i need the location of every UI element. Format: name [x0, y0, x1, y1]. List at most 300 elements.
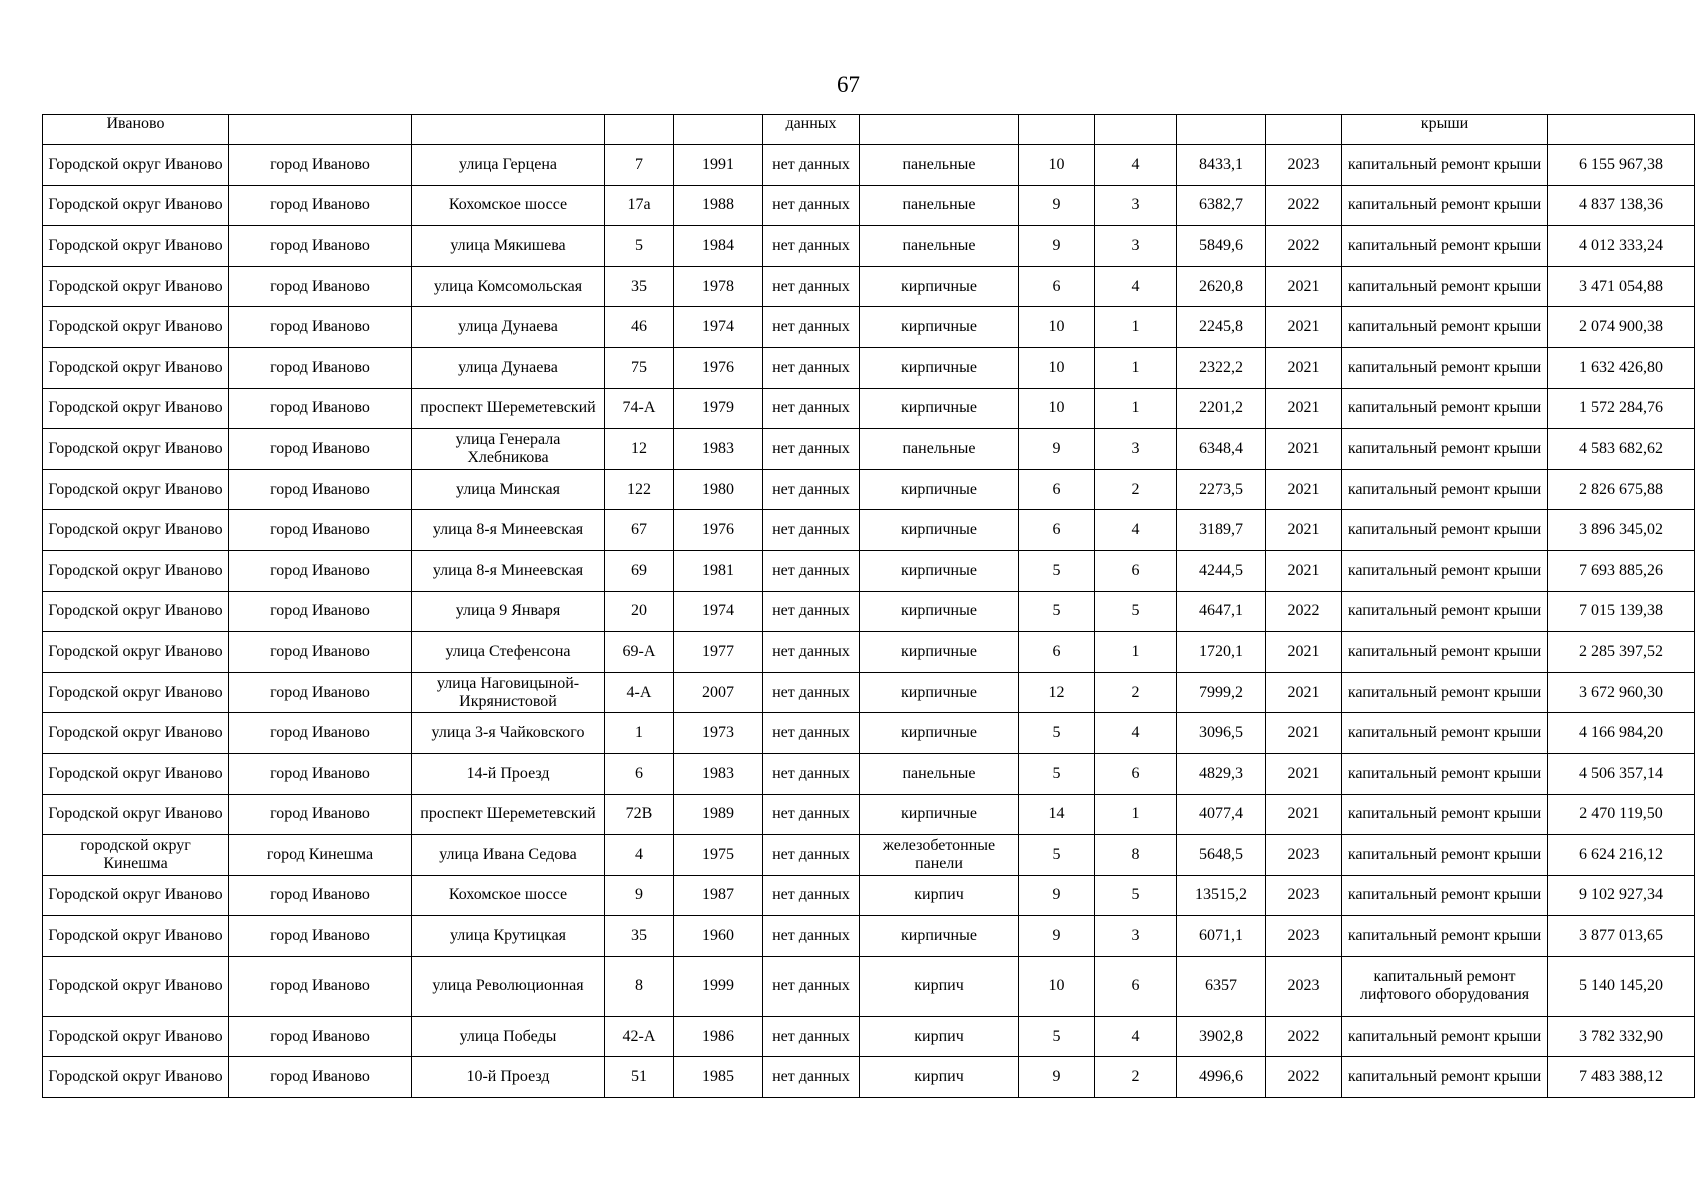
cell-planned-year: 2021: [1266, 388, 1342, 429]
table-row: [43, 307, 1695, 348]
cell-street: улица 8-я Минеевская: [412, 550, 605, 591]
cell-year-built: 1978: [674, 266, 763, 307]
cell-floors: 6: [1019, 266, 1095, 307]
cell-cost: 5 140 145,20: [1548, 956, 1695, 1016]
cell-cost: 2 285 397,52: [1548, 632, 1695, 673]
cell-entrances: 8: [1095, 835, 1177, 876]
cell-settlement: город Иваново: [229, 145, 412, 186]
cell-settlement: город Иваново: [229, 388, 412, 429]
cell-floors: 10: [1019, 388, 1095, 429]
cell-year-built: 1976: [674, 347, 763, 388]
cell-area: 8433,1: [1177, 145, 1266, 186]
cell-area: 6348,4: [1177, 429, 1266, 470]
table-row: [43, 510, 1695, 551]
cell-settlement: город Иваново: [229, 185, 412, 226]
cell-settlement: город Иваново: [229, 266, 412, 307]
cell-planned-year: 2021: [1266, 266, 1342, 307]
cell-planned-year: 2021: [1266, 753, 1342, 794]
table-row: [43, 713, 1695, 754]
cell-house: 12: [605, 429, 674, 470]
cell-settlement: город Иваново: [229, 510, 412, 551]
cell-wall-material: панельные: [860, 753, 1019, 794]
table-row: [43, 956, 1695, 1016]
cell-work-type: капитальный ремонт крыши: [1342, 916, 1548, 957]
cell-house: 1: [605, 713, 674, 754]
cell-year-repair: нет данных: [763, 835, 860, 876]
cell-year-repair: нет данных: [763, 550, 860, 591]
cell-area: 5849,6: [1177, 226, 1266, 267]
cell-entrances: 4: [1095, 266, 1177, 307]
cell-work-type: капитальный ремонт крыши: [1342, 266, 1548, 307]
cell-cost: 3 896 345,02: [1548, 510, 1695, 551]
cell-street: улица 3-я Чайковского: [412, 713, 605, 754]
cell-cost: 4 506 357,14: [1548, 753, 1695, 794]
cell-planned-year: 2023: [1266, 875, 1342, 916]
cell-house: 8: [605, 956, 674, 1016]
cell-area: 4829,3: [1177, 753, 1266, 794]
cell-house: [605, 115, 674, 145]
cell-house: 42-А: [605, 1016, 674, 1057]
cell-settlement: город Иваново: [229, 875, 412, 916]
cell-house: 51: [605, 1057, 674, 1098]
cell-entrances: [1095, 115, 1177, 145]
cell-house: 122: [605, 469, 674, 510]
cell-floors: 5: [1019, 550, 1095, 591]
cell-year-built: 1981: [674, 550, 763, 591]
cell-planned-year: 2022: [1266, 1016, 1342, 1057]
cell-house: 69: [605, 550, 674, 591]
cell-house: 75: [605, 347, 674, 388]
cell-entrances: 3: [1095, 226, 1177, 267]
page-number: 67: [837, 72, 860, 97]
cell-year-built: [674, 115, 763, 145]
cell-wall-material: кирпичные: [860, 469, 1019, 510]
cell-planned-year: 2021: [1266, 510, 1342, 551]
table-row: [43, 469, 1695, 510]
cell-wall-material: кирпич: [860, 1016, 1019, 1057]
cell-entrances: 4: [1095, 713, 1177, 754]
cell-municipality: Городской округ Иваново: [43, 956, 229, 1016]
cell-settlement: город Иваново: [229, 794, 412, 835]
cell-year-repair: нет данных: [763, 672, 860, 713]
cell-wall-material: [860, 115, 1019, 145]
cell-cost: 2 470 119,50: [1548, 794, 1695, 835]
cell-area: 4244,5: [1177, 550, 1266, 591]
cell-house: 46: [605, 307, 674, 348]
cell-cost: [1548, 115, 1695, 145]
cell-year-built: 1976: [674, 510, 763, 551]
cell-wall-material: кирпичные: [860, 632, 1019, 673]
cell-street: Кохомское шоссе: [412, 185, 605, 226]
cell-year-repair: нет данных: [763, 469, 860, 510]
cell-street: улица Дунаева: [412, 307, 605, 348]
cell-wall-material: панельные: [860, 226, 1019, 267]
cell-wall-material: кирпичные: [860, 794, 1019, 835]
cell-planned-year: 2022: [1266, 226, 1342, 267]
cell-work-type: крыши: [1342, 115, 1548, 145]
cell-cost: 7 483 388,12: [1548, 1057, 1695, 1098]
cell-area: 6382,7: [1177, 185, 1266, 226]
cell-wall-material: кирпич: [860, 875, 1019, 916]
cell-floors: 9: [1019, 875, 1095, 916]
cell-street: улица 9 Января: [412, 591, 605, 632]
cell-street: Кохомское шоссе: [412, 875, 605, 916]
cell-settlement: город Иваново: [229, 672, 412, 713]
table-row: [43, 185, 1695, 226]
cell-entrances: 3: [1095, 429, 1177, 470]
cell-street: улица Наговицыной-Икрянистовой: [412, 672, 605, 713]
cell-entrances: 5: [1095, 591, 1177, 632]
table-row: [43, 1057, 1695, 1098]
cell-floors: 9: [1019, 1057, 1095, 1098]
cell-planned-year: 2021: [1266, 794, 1342, 835]
cell-floors: 6: [1019, 510, 1095, 551]
cell-settlement: город Иваново: [229, 550, 412, 591]
cell-house: 67: [605, 510, 674, 551]
cell-municipality: Городской округ Иваново: [43, 266, 229, 307]
cell-entrances: 6: [1095, 550, 1177, 591]
cell-floors: 10: [1019, 145, 1095, 186]
cell-floors: 10: [1019, 347, 1095, 388]
cell-area: 2620,8: [1177, 266, 1266, 307]
cell-street: улица Дунаева: [412, 347, 605, 388]
cell-area: 13515,2: [1177, 875, 1266, 916]
cell-floors: 9: [1019, 226, 1095, 267]
cell-cost: 7 015 139,38: [1548, 591, 1695, 632]
table-row: [43, 794, 1695, 835]
cell-area: 7999,2: [1177, 672, 1266, 713]
cell-floors: 5: [1019, 835, 1095, 876]
cell-wall-material: кирпичные: [860, 550, 1019, 591]
cell-area: 2273,5: [1177, 469, 1266, 510]
cell-cost: 6 155 967,38: [1548, 145, 1695, 186]
cell-planned-year: 2021: [1266, 307, 1342, 348]
cell-planned-year: 2021: [1266, 550, 1342, 591]
cell-work-type: капитальный ремонт лифтового оборудования: [1342, 956, 1548, 1016]
cell-settlement: город Кинешма: [229, 835, 412, 876]
cell-planned-year: 2021: [1266, 632, 1342, 673]
cell-work-type: капитальный ремонт крыши: [1342, 835, 1548, 876]
cell-wall-material: кирпич: [860, 956, 1019, 1016]
cell-year-repair: нет данных: [763, 145, 860, 186]
table-row: [43, 875, 1695, 916]
cell-floors: 9: [1019, 916, 1095, 957]
cell-municipality: Иваново: [43, 115, 229, 145]
cell-cost: 3 877 013,65: [1548, 916, 1695, 957]
cell-year-built: 1985: [674, 1057, 763, 1098]
cell-floors: 10: [1019, 307, 1095, 348]
cell-cost: 1 572 284,76: [1548, 388, 1695, 429]
cell-planned-year: 2022: [1266, 591, 1342, 632]
cell-entrances: 4: [1095, 145, 1177, 186]
table-body: [43, 115, 1695, 1098]
cell-settlement: [229, 115, 412, 145]
cell-area: 2201,2: [1177, 388, 1266, 429]
cell-cost: 6 624 216,12: [1548, 835, 1695, 876]
cell-cost: 4 837 138,36: [1548, 185, 1695, 226]
cell-floors: 5: [1019, 713, 1095, 754]
cell-planned-year: 2023: [1266, 835, 1342, 876]
cell-street: улица Мякишева: [412, 226, 605, 267]
table-row: [43, 1016, 1695, 1057]
cell-year-repair: нет данных: [763, 632, 860, 673]
cell-year-built: 1999: [674, 956, 763, 1016]
cell-wall-material: кирпичные: [860, 307, 1019, 348]
cell-year-repair: нет данных: [763, 794, 860, 835]
cell-planned-year: 2023: [1266, 956, 1342, 1016]
cell-street: 14-й Проезд: [412, 753, 605, 794]
cell-work-type: капитальный ремонт крыши: [1342, 1016, 1548, 1057]
cell-work-type: капитальный ремонт крыши: [1342, 591, 1548, 632]
cell-municipality: Городской округ Иваново: [43, 429, 229, 470]
cell-area: 4077,4: [1177, 794, 1266, 835]
table-row: [43, 591, 1695, 632]
cell-area: 2322,2: [1177, 347, 1266, 388]
cell-work-type: капитальный ремонт крыши: [1342, 1057, 1548, 1098]
cell-municipality: Городской округ Иваново: [43, 672, 229, 713]
cell-year-built: 1986: [674, 1016, 763, 1057]
cell-street: улица Революционная: [412, 956, 605, 1016]
cell-work-type: капитальный ремонт крыши: [1342, 307, 1548, 348]
cell-area: 3189,7: [1177, 510, 1266, 551]
cell-municipality: Городской округ Иваново: [43, 145, 229, 186]
cell-year-repair: нет данных: [763, 266, 860, 307]
cell-municipality: Городской округ Иваново: [43, 916, 229, 957]
cell-work-type: капитальный ремонт крыши: [1342, 672, 1548, 713]
cell-work-type: капитальный ремонт крыши: [1342, 145, 1548, 186]
cell-street: улица Ивана Седова: [412, 835, 605, 876]
cell-year-built: 1960: [674, 916, 763, 957]
cell-entrances: 4: [1095, 1016, 1177, 1057]
cell-cost: 3 471 054,88: [1548, 266, 1695, 307]
table-row: [43, 226, 1695, 267]
cell-year-repair: нет данных: [763, 388, 860, 429]
cell-area: 4647,1: [1177, 591, 1266, 632]
cell-year-repair: нет данных: [763, 956, 860, 1016]
cell-year-repair: нет данных: [763, 1016, 860, 1057]
cell-wall-material: кирпичные: [860, 916, 1019, 957]
cell-entrances: 1: [1095, 307, 1177, 348]
cell-area: [1177, 115, 1266, 145]
cell-cost: 4 166 984,20: [1548, 713, 1695, 754]
cell-work-type: капитальный ремонт крыши: [1342, 713, 1548, 754]
cell-planned-year: 2021: [1266, 672, 1342, 713]
cell-year-repair: нет данных: [763, 185, 860, 226]
cell-municipality: Городской округ Иваново: [43, 185, 229, 226]
cell-cost: 2 074 900,38: [1548, 307, 1695, 348]
cell-municipality: Городской округ Иваново: [43, 753, 229, 794]
cell-planned-year: 2021: [1266, 713, 1342, 754]
cell-municipality: Городской округ Иваново: [43, 713, 229, 754]
cell-year-repair: нет данных: [763, 307, 860, 348]
cell-floors: 14: [1019, 794, 1095, 835]
cell-street: улица Минская: [412, 469, 605, 510]
cell-area: 5648,5: [1177, 835, 1266, 876]
cell-house: 6: [605, 753, 674, 794]
cell-year-built: 1973: [674, 713, 763, 754]
table-row: [43, 145, 1695, 186]
cell-house: 7: [605, 145, 674, 186]
cell-area: 6357: [1177, 956, 1266, 1016]
cell-wall-material: железобетонные панели: [860, 835, 1019, 876]
table-row: [43, 672, 1695, 713]
cell-municipality: Городской округ Иваново: [43, 794, 229, 835]
cell-house: 4: [605, 835, 674, 876]
table-row: [43, 632, 1695, 673]
cell-cost: 3 672 960,30: [1548, 672, 1695, 713]
cell-floors: [1019, 115, 1095, 145]
cell-street: улица 8-я Минеевская: [412, 510, 605, 551]
cell-area: 4996,6: [1177, 1057, 1266, 1098]
cell-house: 4-А: [605, 672, 674, 713]
housing-repair-table: [42, 114, 1695, 1098]
cell-entrances: 3: [1095, 916, 1177, 957]
cell-municipality: Городской округ Иваново: [43, 591, 229, 632]
cell-work-type: капитальный ремонт крыши: [1342, 794, 1548, 835]
cell-area: 1720,1: [1177, 632, 1266, 673]
cell-work-type: капитальный ремонт крыши: [1342, 226, 1548, 267]
cell-street: улица Комсомольская: [412, 266, 605, 307]
cell-area: 2245,8: [1177, 307, 1266, 348]
cell-house: 35: [605, 266, 674, 307]
cell-year-repair: нет данных: [763, 875, 860, 916]
cell-work-type: капитальный ремонт крыши: [1342, 429, 1548, 470]
cell-settlement: город Иваново: [229, 307, 412, 348]
cell-street: улица Крутицкая: [412, 916, 605, 957]
cell-work-type: капитальный ремонт крыши: [1342, 347, 1548, 388]
cell-wall-material: кирпич: [860, 1057, 1019, 1098]
cell-wall-material: кирпичные: [860, 672, 1019, 713]
cell-entrances: 4: [1095, 510, 1177, 551]
table-row: [43, 266, 1695, 307]
cell-entrances: 5: [1095, 875, 1177, 916]
cell-street: улица Победы: [412, 1016, 605, 1057]
cell-house: 35: [605, 916, 674, 957]
cell-entrances: 1: [1095, 388, 1177, 429]
cell-year-repair: нет данных: [763, 753, 860, 794]
cell-year-repair: нет данных: [763, 429, 860, 470]
cell-settlement: город Иваново: [229, 956, 412, 1016]
cell-year-built: 1974: [674, 307, 763, 348]
continuation-row: [43, 115, 1695, 145]
cell-wall-material: кирпичные: [860, 347, 1019, 388]
cell-year-repair: нет данных: [763, 1057, 860, 1098]
cell-wall-material: кирпичные: [860, 591, 1019, 632]
cell-house: 74-А: [605, 388, 674, 429]
cell-wall-material: панельные: [860, 429, 1019, 470]
cell-work-type: капитальный ремонт крыши: [1342, 388, 1548, 429]
cell-house: 72В: [605, 794, 674, 835]
cell-floors: 5: [1019, 753, 1095, 794]
cell-planned-year: 2022: [1266, 1057, 1342, 1098]
cell-year-repair: нет данных: [763, 713, 860, 754]
cell-work-type: капитальный ремонт крыши: [1342, 753, 1548, 794]
cell-municipality: Городской округ Иваново: [43, 550, 229, 591]
cell-municipality: Городской округ Иваново: [43, 632, 229, 673]
cell-street: [412, 115, 605, 145]
cell-municipality: Городской округ Иваново: [43, 388, 229, 429]
cell-house: 69-А: [605, 632, 674, 673]
cell-entrances: 1: [1095, 794, 1177, 835]
cell-wall-material: панельные: [860, 145, 1019, 186]
cell-settlement: город Иваново: [229, 713, 412, 754]
cell-work-type: капитальный ремонт крыши: [1342, 510, 1548, 551]
cell-settlement: город Иваново: [229, 469, 412, 510]
cell-entrances: 2: [1095, 469, 1177, 510]
table-row: [43, 753, 1695, 794]
cell-street: улица Стефенсона: [412, 632, 605, 673]
cell-planned-year: 2023: [1266, 145, 1342, 186]
cell-house: 20: [605, 591, 674, 632]
cell-entrances: 1: [1095, 347, 1177, 388]
cell-cost: 4 583 682,62: [1548, 429, 1695, 470]
cell-planned-year: [1266, 115, 1342, 145]
cell-work-type: капитальный ремонт крыши: [1342, 632, 1548, 673]
cell-house: 9: [605, 875, 674, 916]
cell-entrances: 3: [1095, 185, 1177, 226]
cell-year-built: 1983: [674, 429, 763, 470]
cell-year-built: 1977: [674, 632, 763, 673]
cell-cost: 1 632 426,80: [1548, 347, 1695, 388]
cell-year-repair: нет данных: [763, 347, 860, 388]
cell-municipality: Городской округ Иваново: [43, 307, 229, 348]
cell-year-repair: нет данных: [763, 510, 860, 551]
cell-planned-year: 2022: [1266, 185, 1342, 226]
cell-settlement: город Иваново: [229, 591, 412, 632]
cell-floors: 12: [1019, 672, 1095, 713]
cell-municipality: Городской округ Иваново: [43, 226, 229, 267]
table-row: [43, 550, 1695, 591]
cell-area: 3096,5: [1177, 713, 1266, 754]
table-row: [43, 835, 1695, 876]
cell-municipality: Городской округ Иваново: [43, 875, 229, 916]
cell-street: 10-й Проезд: [412, 1057, 605, 1098]
cell-entrances: 6: [1095, 956, 1177, 1016]
cell-municipality: Городской округ Иваново: [43, 510, 229, 551]
cell-year-built: 1984: [674, 226, 763, 267]
cell-floors: 10: [1019, 956, 1095, 1016]
cell-year-repair: нет данных: [763, 916, 860, 957]
cell-year-built: 1987: [674, 875, 763, 916]
cell-street: улица Герцена: [412, 145, 605, 186]
cell-year-built: 1991: [674, 145, 763, 186]
cell-year-built: 2007: [674, 672, 763, 713]
cell-entrances: 1: [1095, 632, 1177, 673]
table-row: [43, 388, 1695, 429]
cell-year-built: 1975: [674, 835, 763, 876]
cell-work-type: капитальный ремонт крыши: [1342, 550, 1548, 591]
cell-entrances: 2: [1095, 1057, 1177, 1098]
cell-settlement: город Иваново: [229, 347, 412, 388]
cell-planned-year: 2021: [1266, 469, 1342, 510]
cell-street: проспект Шереметевский: [412, 794, 605, 835]
cell-work-type: капитальный ремонт крыши: [1342, 875, 1548, 916]
cell-year-built: 1980: [674, 469, 763, 510]
cell-floors: 6: [1019, 632, 1095, 673]
cell-house: 5: [605, 226, 674, 267]
cell-house: 17а: [605, 185, 674, 226]
cell-year-built: 1983: [674, 753, 763, 794]
cell-municipality: Городской округ Иваново: [43, 1057, 229, 1098]
table-row: [43, 916, 1695, 957]
cell-settlement: город Иваново: [229, 1057, 412, 1098]
cell-wall-material: кирпичные: [860, 510, 1019, 551]
cell-wall-material: панельные: [860, 185, 1019, 226]
cell-settlement: город Иваново: [229, 916, 412, 957]
cell-cost: 4 012 333,24: [1548, 226, 1695, 267]
cell-planned-year: 2021: [1266, 429, 1342, 470]
cell-floors: 5: [1019, 1016, 1095, 1057]
